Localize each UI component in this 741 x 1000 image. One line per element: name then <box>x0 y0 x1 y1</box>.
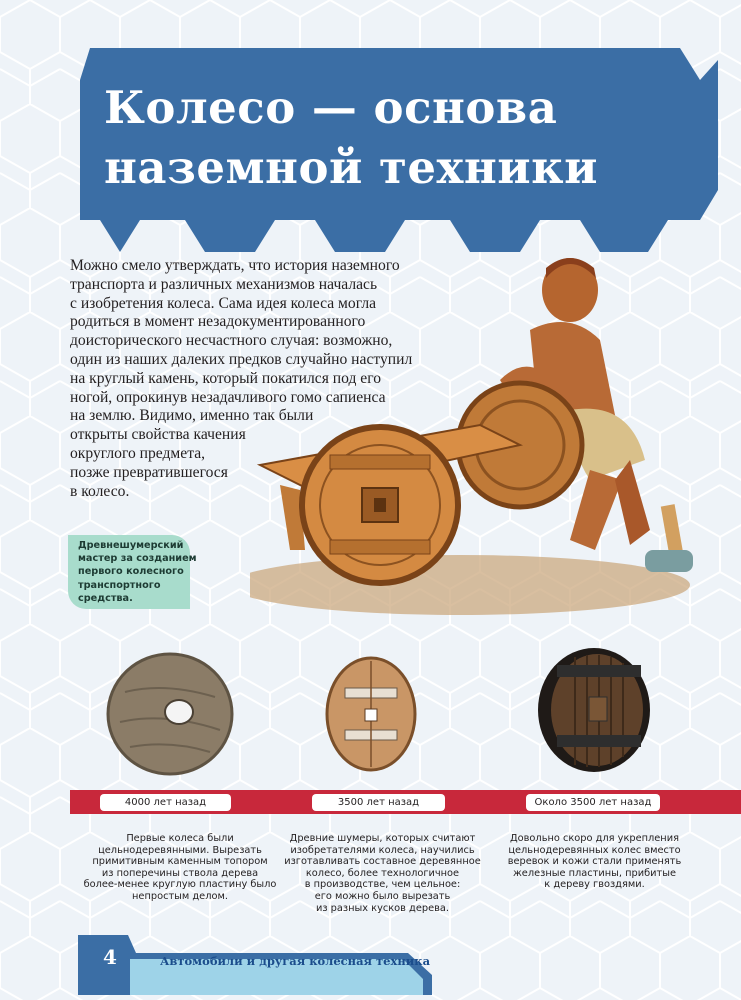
page-number: 4 <box>103 945 117 969</box>
timeline-date-2: 3500 лет назад <box>312 794 445 811</box>
caption-line: мастер за созданием <box>78 553 197 565</box>
intro-line: ногой, опрокинув незадачливого гомо сапиенса <box>70 388 386 406</box>
timeline-text-line: к дереву гвоздями. <box>544 879 645 891</box>
timeline-date-1: 4000 лет назад <box>100 794 231 811</box>
timeline-text-line: Древние шумеры, которых считают <box>289 833 476 844</box>
solid-wood-wheel-image <box>105 652 235 776</box>
timeline-text-line: непростым делом. <box>132 890 228 902</box>
book-title: Автомобили и другая колесная техника <box>160 954 431 968</box>
timeline-text-line: железные пластины, прибитые <box>512 867 676 879</box>
intro-line: с изобретения колеса. Сама идея колеса могла <box>70 294 377 312</box>
timeline-text-line: его можно было вырезать <box>314 890 451 902</box>
intro-line: на землю. Видимо, именно так были <box>70 407 314 425</box>
caption-line: средства. <box>78 592 133 604</box>
timeline-text-line: Первые колеса были <box>126 833 234 844</box>
intro-line: транспорта и различных механизмов началась <box>70 275 378 293</box>
timeline-text-line: изобретателями колеса, научились <box>290 844 475 856</box>
caption-line: транспортного <box>78 579 161 591</box>
iron-bound-wheel-image <box>535 645 653 775</box>
timeline-date-3: Около 3500 лет назад <box>526 794 660 811</box>
intro-line: родиться в момент незадокументированного <box>70 313 366 331</box>
composite-wood-wheel-image <box>325 655 417 773</box>
sumerian-craftsman-illustration <box>250 250 720 620</box>
timeline-text-line: из поперечины ствола дерева <box>101 867 259 879</box>
intro-line: позже превратившегося <box>70 463 228 481</box>
intro-line: Можно смело утверждать, что история наземного <box>70 257 400 274</box>
timeline-text-line: из разных кусков дерева. <box>315 902 449 914</box>
timeline-text-line: колесо, более технологичное <box>305 867 460 879</box>
intro-line: доисторического несчастного случая: возможно, <box>70 332 393 350</box>
page-title <box>104 78 664 198</box>
illustration-caption <box>68 535 197 609</box>
timeline-text-line: цельнодеревянных колес вместо <box>508 844 681 856</box>
timeline-text-line: цельнодеревянными. Вырезать <box>98 844 262 856</box>
timeline-text-1 <box>80 833 280 903</box>
timeline-text-line: изготавливать составное деревянное <box>284 856 481 868</box>
intro-line: открыты свойства качения <box>70 426 246 444</box>
timeline-text-line: в производстве, чем цельное: <box>304 879 461 891</box>
timeline-text-line: более-менее круглую пластину было <box>83 879 277 891</box>
timeline-text-3 <box>497 833 692 891</box>
caption-line: Древнешумерский <box>78 540 184 551</box>
timeline-text-line: веревок и кожи стали применять <box>507 856 682 868</box>
title-line: Колесо — основа <box>104 81 558 134</box>
caption-line: первого колесного <box>78 566 184 578</box>
timeline-text-2 <box>280 833 485 914</box>
timeline-text-line: Довольно скоро для укрепления <box>510 833 679 844</box>
intro-line: на круглый камень, который покатился под его <box>70 369 382 387</box>
intro-line: в колесо. <box>70 482 130 500</box>
timeline-text-line: примитивным каменным топором <box>92 856 268 868</box>
intro-line: один из наших далеких предков случайно наступил <box>70 350 413 368</box>
intro-line: округлого предмета, <box>70 444 206 462</box>
title-line: наземной техники <box>104 141 599 194</box>
